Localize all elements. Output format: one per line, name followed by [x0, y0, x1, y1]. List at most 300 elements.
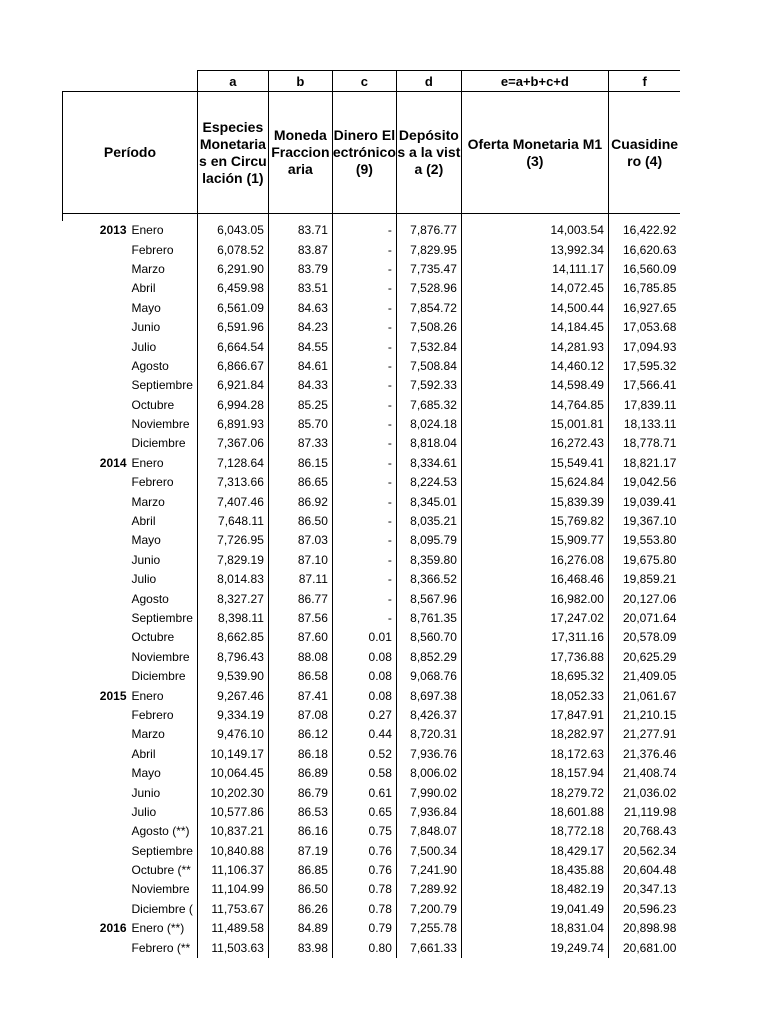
cell-e: 14,460.12	[461, 357, 608, 376]
cell-a: 10,577.86	[197, 803, 268, 822]
header-especies: Especies Monetarias en Circulación (1)	[197, 92, 268, 214]
letter-a: a	[197, 71, 268, 92]
cell-d: 8,567.96	[396, 589, 461, 608]
cell-b: 86.85	[268, 861, 332, 880]
cell-c: -	[332, 570, 396, 589]
cell-d: 8,359.80	[396, 551, 461, 570]
table-row	[63, 240, 681, 259]
table-row	[63, 822, 681, 841]
cell-e: 16,468.46	[461, 570, 608, 589]
cell-b: 86.53	[268, 803, 332, 822]
table-row	[63, 337, 681, 356]
table-row	[63, 551, 681, 570]
letter-b: b	[268, 71, 332, 92]
row-year	[63, 783, 129, 802]
cell-c: 0.08	[332, 686, 396, 705]
cell-b: 84.23	[268, 318, 332, 337]
row-year	[63, 551, 129, 570]
cell-c: 0.44	[332, 725, 396, 744]
cell-b: 87.10	[268, 551, 332, 570]
cell-f: 21,119.98	[608, 803, 680, 822]
cell-d: 7,661.33	[396, 938, 461, 957]
cell-a: 10,202.30	[197, 783, 268, 802]
cell-c: -	[332, 589, 396, 608]
cell-d: 9,068.76	[396, 667, 461, 686]
row-month: Enero (**)	[131, 921, 185, 936]
cell-f: 18,133.11	[608, 415, 680, 434]
cell-b: 86.77	[268, 589, 332, 608]
row-year: 2014	[99, 455, 127, 470]
cell-e: 15,839.39	[461, 492, 608, 511]
row-month: Febrero	[131, 242, 174, 257]
cell-e: 14,003.54	[461, 221, 608, 240]
cell-e: 18,279.72	[461, 783, 608, 802]
row-month: Julio	[131, 339, 157, 354]
cell-b: 86.16	[268, 822, 332, 841]
cell-f: 18,821.17	[608, 454, 680, 473]
table-row	[63, 260, 681, 279]
row-year	[63, 667, 129, 686]
cell-a: 6,078.52	[197, 240, 268, 259]
cell-f: 17,839.11	[608, 396, 680, 415]
cell-a: 6,291.90	[197, 260, 268, 279]
row-year	[63, 318, 129, 337]
header-oferta-m1: Oferta Monetaria M1 (3)	[461, 92, 608, 214]
cell-c: -	[332, 454, 396, 473]
cell-d: 8,560.70	[396, 628, 461, 647]
table-row	[63, 919, 681, 938]
cell-e: 14,111.17	[461, 260, 608, 279]
cell-d: 7,685.32	[396, 396, 461, 415]
cell-a: 11,489.58	[197, 919, 268, 938]
cell-c: -	[332, 396, 396, 415]
cell-f: 20,625.29	[608, 648, 680, 667]
cell-e: 14,072.45	[461, 279, 608, 298]
table-row	[63, 880, 681, 899]
cell-a: 6,921.84	[197, 376, 268, 395]
table-row	[63, 570, 681, 589]
table-row	[63, 512, 681, 531]
cell-a: 10,840.88	[197, 842, 268, 861]
cell-c: -	[332, 531, 396, 550]
row-year	[63, 900, 129, 919]
cell-b: 86.92	[268, 492, 332, 511]
cell-a: 8,014.83	[197, 570, 268, 589]
row-year	[63, 628, 129, 647]
cell-c: -	[332, 318, 396, 337]
cell-e: 19,041.49	[461, 900, 608, 919]
cell-a: 7,128.64	[197, 454, 268, 473]
table-row	[63, 357, 681, 376]
cell-e: 15,909.77	[461, 531, 608, 550]
cell-e: 14,281.93	[461, 337, 608, 356]
cell-f: 21,409.05	[608, 667, 680, 686]
row-month: Noviembre	[131, 882, 190, 897]
header-periodo: Período	[63, 92, 198, 214]
cell-f: 21,408.74	[608, 764, 680, 783]
row-year	[63, 279, 129, 298]
cell-c: -	[332, 357, 396, 376]
row-year	[63, 725, 129, 744]
letter-f: f	[608, 71, 680, 92]
cell-e: 13,992.34	[461, 240, 608, 259]
cell-f: 20,347.13	[608, 880, 680, 899]
cell-a: 7,407.46	[197, 492, 268, 511]
cell-d: 8,366.52	[396, 570, 461, 589]
cell-e: 16,276.08	[461, 551, 608, 570]
letter-c: c	[332, 71, 396, 92]
cell-d: 8,095.79	[396, 531, 461, 550]
cell-c: -	[332, 473, 396, 492]
cell-d: 7,508.26	[396, 318, 461, 337]
cell-a: 7,726.95	[197, 531, 268, 550]
cell-d: 7,936.84	[396, 803, 461, 822]
cell-d: 7,200.79	[396, 900, 461, 919]
cell-f: 21,277.91	[608, 725, 680, 744]
cell-e: 14,598.49	[461, 376, 608, 395]
cell-b: 88.08	[268, 648, 332, 667]
cell-f: 16,620.63	[608, 240, 680, 259]
cell-d: 8,720.31	[396, 725, 461, 744]
row-month: Febrero (**	[131, 940, 191, 955]
cell-c: -	[332, 240, 396, 259]
cell-b: 84.89	[268, 919, 332, 938]
cell-a: 10,837.21	[197, 822, 268, 841]
table-row	[63, 648, 681, 667]
cell-b: 84.61	[268, 357, 332, 376]
row-month: Noviembre	[131, 649, 190, 664]
row-year	[63, 880, 129, 899]
cell-b: 87.11	[268, 570, 332, 589]
cell-d: 7,936.76	[396, 745, 461, 764]
cell-c: -	[332, 337, 396, 356]
cell-e: 19,249.74	[461, 938, 608, 957]
cell-a: 6,459.98	[197, 279, 268, 298]
cell-d: 7,876.77	[396, 221, 461, 240]
row-year	[63, 861, 129, 880]
table-row	[63, 686, 681, 705]
row-year: 2013	[99, 223, 127, 238]
row-year: 2016	[99, 921, 127, 936]
cell-f: 20,127.06	[608, 589, 680, 608]
cell-d: 8,852.29	[396, 648, 461, 667]
cell-f: 21,036.02	[608, 783, 680, 802]
table-row	[63, 299, 681, 318]
letters-blank	[63, 71, 198, 92]
table-row	[63, 764, 681, 783]
row-month: Febrero	[131, 707, 174, 722]
row-month: Enero	[131, 455, 164, 470]
cell-e: 18,482.19	[461, 880, 608, 899]
cell-c: 0.27	[332, 706, 396, 725]
cell-d: 7,829.95	[396, 240, 461, 259]
cell-c: 0.58	[332, 764, 396, 783]
cell-c: 0.08	[332, 667, 396, 686]
cell-a: 9,334.19	[197, 706, 268, 725]
cell-c: -	[332, 260, 396, 279]
table-row	[63, 706, 681, 725]
table-row	[63, 609, 681, 628]
cell-b: 85.25	[268, 396, 332, 415]
table-row	[63, 861, 681, 880]
cell-c: 0.78	[332, 900, 396, 919]
cell-f: 21,376.46	[608, 745, 680, 764]
cell-b: 86.50	[268, 512, 332, 531]
cell-a: 8,327.27	[197, 589, 268, 608]
cell-e: 14,500.44	[461, 299, 608, 318]
row-month: Junio	[131, 320, 161, 335]
cell-e: 18,601.88	[461, 803, 608, 822]
cell-d: 8,761.35	[396, 609, 461, 628]
cell-a: 9,476.10	[197, 725, 268, 744]
cell-d: 8,345.01	[396, 492, 461, 511]
cell-b: 86.26	[268, 900, 332, 919]
table-row	[63, 221, 681, 240]
table-row	[63, 434, 681, 453]
row-year	[63, 609, 129, 628]
row-year	[63, 706, 129, 725]
cell-f: 19,859.21	[608, 570, 680, 589]
cell-b: 83.79	[268, 260, 332, 279]
cell-c: 0.76	[332, 861, 396, 880]
cell-f: 16,785.85	[608, 279, 680, 298]
cell-c: -	[332, 492, 396, 511]
cell-e: 14,184.45	[461, 318, 608, 337]
row-month: Diciembre	[131, 436, 186, 451]
row-month: Diciembre	[131, 669, 186, 684]
header-cuasidinero: Cuasidinero (4)	[608, 92, 680, 214]
table-row	[63, 396, 681, 415]
cell-c: 0.78	[332, 880, 396, 899]
cell-a: 11,106.37	[197, 861, 268, 880]
cell-e: 17,847.91	[461, 706, 608, 725]
cell-d: 8,006.02	[396, 764, 461, 783]
row-month: Octubre	[131, 397, 175, 412]
cell-e: 17,736.88	[461, 648, 608, 667]
cell-e: 18,157.94	[461, 764, 608, 783]
cell-d: 7,528.96	[396, 279, 461, 298]
row-year	[63, 842, 129, 861]
table-row	[63, 415, 681, 434]
table-row	[63, 492, 681, 511]
row-month: Agosto	[131, 358, 169, 373]
cell-c: 0.61	[332, 783, 396, 802]
cell-e: 17,311.16	[461, 628, 608, 647]
cell-e: 15,549.41	[461, 454, 608, 473]
cell-a: 6,664.54	[197, 337, 268, 356]
row-month: Marzo	[131, 261, 165, 276]
row-month: Enero	[131, 223, 164, 238]
cell-b: 86.58	[268, 667, 332, 686]
cell-d: 7,500.34	[396, 842, 461, 861]
cell-b: 84.63	[268, 299, 332, 318]
cell-e: 18,831.04	[461, 919, 608, 938]
row-month: Junio	[131, 552, 161, 567]
cell-e: 18,172.63	[461, 745, 608, 764]
cell-d: 8,426.37	[396, 706, 461, 725]
cell-c: 0.75	[332, 822, 396, 841]
cell-b: 87.03	[268, 531, 332, 550]
cell-f: 17,566.41	[608, 376, 680, 395]
cell-f: 19,367.10	[608, 512, 680, 531]
monetary-table	[62, 70, 680, 958]
cell-b: 86.18	[268, 745, 332, 764]
row-month: Febrero	[131, 475, 174, 490]
table-row	[63, 376, 681, 395]
cell-f: 19,553.80	[608, 531, 680, 550]
row-year	[63, 648, 129, 667]
cell-a: 8,662.85	[197, 628, 268, 647]
table-row	[63, 900, 681, 919]
row-month: Septiembre	[131, 378, 193, 393]
cell-b: 83.87	[268, 240, 332, 259]
cell-a: 7,367.06	[197, 434, 268, 453]
cell-b: 83.98	[268, 938, 332, 957]
cell-b: 87.56	[268, 609, 332, 628]
cell-a: 9,539.90	[197, 667, 268, 686]
table-row	[63, 531, 681, 550]
cell-b: 86.65	[268, 473, 332, 492]
row-year	[63, 260, 129, 279]
cell-c: 0.76	[332, 842, 396, 861]
cell-e: 16,272.43	[461, 434, 608, 453]
cell-b: 83.71	[268, 221, 332, 240]
cell-f: 20,681.00	[608, 938, 680, 957]
row-month: Julio	[131, 572, 157, 587]
cell-a: 9,267.46	[197, 686, 268, 705]
cell-a: 11,753.67	[197, 900, 268, 919]
cell-f: 20,604.48	[608, 861, 680, 880]
cell-f: 20,071.64	[608, 609, 680, 628]
cell-f: 19,039.41	[608, 492, 680, 511]
cell-d: 7,255.78	[396, 919, 461, 938]
row-month: Junio	[131, 785, 161, 800]
cell-b: 83.51	[268, 279, 332, 298]
cell-f: 20,562.34	[608, 842, 680, 861]
cell-a: 10,149.17	[197, 745, 268, 764]
cell-d: 7,289.92	[396, 880, 461, 899]
cell-c: -	[332, 609, 396, 628]
column-letters-row	[63, 71, 681, 92]
row-year	[63, 299, 129, 318]
row-month: Octubre	[131, 630, 175, 645]
table-row	[63, 454, 681, 473]
header-dinero-electronico: Dinero Electrónico (9)	[332, 92, 396, 214]
row-year	[63, 337, 129, 356]
row-month: Mayo	[131, 533, 161, 548]
cell-a: 7,648.11	[197, 512, 268, 531]
cell-d: 7,592.33	[396, 376, 461, 395]
cell-e: 18,429.17	[461, 842, 608, 861]
row-month: Marzo	[131, 727, 165, 742]
cell-d: 8,818.04	[396, 434, 461, 453]
row-year	[63, 803, 129, 822]
cell-a: 7,829.19	[197, 551, 268, 570]
header-depositos: Depósitos a la vista (2)	[396, 92, 461, 214]
cell-f: 16,560.09	[608, 260, 680, 279]
cell-e: 16,982.00	[461, 589, 608, 608]
cell-e: 15,624.84	[461, 473, 608, 492]
row-month: Julio	[131, 804, 157, 819]
cell-e: 18,435.88	[461, 861, 608, 880]
cell-f: 17,595.32	[608, 357, 680, 376]
cell-c: -	[332, 512, 396, 531]
table-row	[63, 745, 681, 764]
cell-b: 87.60	[268, 628, 332, 647]
row-year	[63, 570, 129, 589]
row-month: Noviembre	[131, 417, 190, 432]
row-month: Diciembre (	[131, 901, 193, 916]
row-year	[63, 531, 129, 550]
row-year	[63, 376, 129, 395]
row-year	[63, 589, 129, 608]
cell-f: 17,053.68	[608, 318, 680, 337]
cell-a: 6,561.09	[197, 299, 268, 318]
cell-d: 8,024.18	[396, 415, 461, 434]
row-month: Abril	[131, 746, 156, 761]
row-month: Enero	[131, 688, 164, 703]
cell-d: 7,241.90	[396, 861, 461, 880]
cell-a: 10,064.45	[197, 764, 268, 783]
cell-c: -	[332, 299, 396, 318]
table-row	[63, 279, 681, 298]
cell-c: -	[332, 551, 396, 570]
cell-d: 7,508.84	[396, 357, 461, 376]
cell-b: 87.19	[268, 842, 332, 861]
cell-c: -	[332, 415, 396, 434]
cell-a: 8,398.11	[197, 609, 268, 628]
cell-b: 84.33	[268, 376, 332, 395]
table-row	[63, 783, 681, 802]
cell-b: 86.12	[268, 725, 332, 744]
cell-b: 87.08	[268, 706, 332, 725]
letter-d: d	[396, 71, 461, 92]
row-month: Septiembre	[131, 843, 193, 858]
row-month: Abril	[131, 514, 156, 529]
cell-b: 84.55	[268, 337, 332, 356]
row-year	[63, 415, 129, 434]
cell-f: 18,778.71	[608, 434, 680, 453]
cell-f: 21,210.15	[608, 706, 680, 725]
row-year	[63, 764, 129, 783]
row-month: Abril	[131, 281, 156, 296]
cell-c: -	[332, 221, 396, 240]
row-year	[63, 473, 129, 492]
cell-f: 20,898.98	[608, 919, 680, 938]
row-month: Agosto (**)	[131, 824, 190, 839]
cell-a: 6,891.93	[197, 415, 268, 434]
table-row	[63, 725, 681, 744]
cell-b: 86.79	[268, 783, 332, 802]
cell-a: 6,866.67	[197, 357, 268, 376]
row-year	[63, 434, 129, 453]
cell-d: 7,735.47	[396, 260, 461, 279]
cell-c: 0.79	[332, 919, 396, 938]
row-year	[63, 512, 129, 531]
table-row	[63, 318, 681, 337]
table-row	[63, 803, 681, 822]
cell-d: 8,334.61	[396, 454, 461, 473]
column-headers-row	[63, 92, 681, 214]
row-month: Marzo	[131, 494, 165, 509]
row-year	[63, 357, 129, 376]
cell-b: 86.50	[268, 880, 332, 899]
row-month: Agosto	[131, 591, 169, 606]
cell-f: 19,675.80	[608, 551, 680, 570]
row-month: Octubre (**	[131, 863, 191, 878]
cell-f: 16,422.92	[608, 221, 680, 240]
header-moneda: Moneda Fraccionaria	[268, 92, 332, 214]
